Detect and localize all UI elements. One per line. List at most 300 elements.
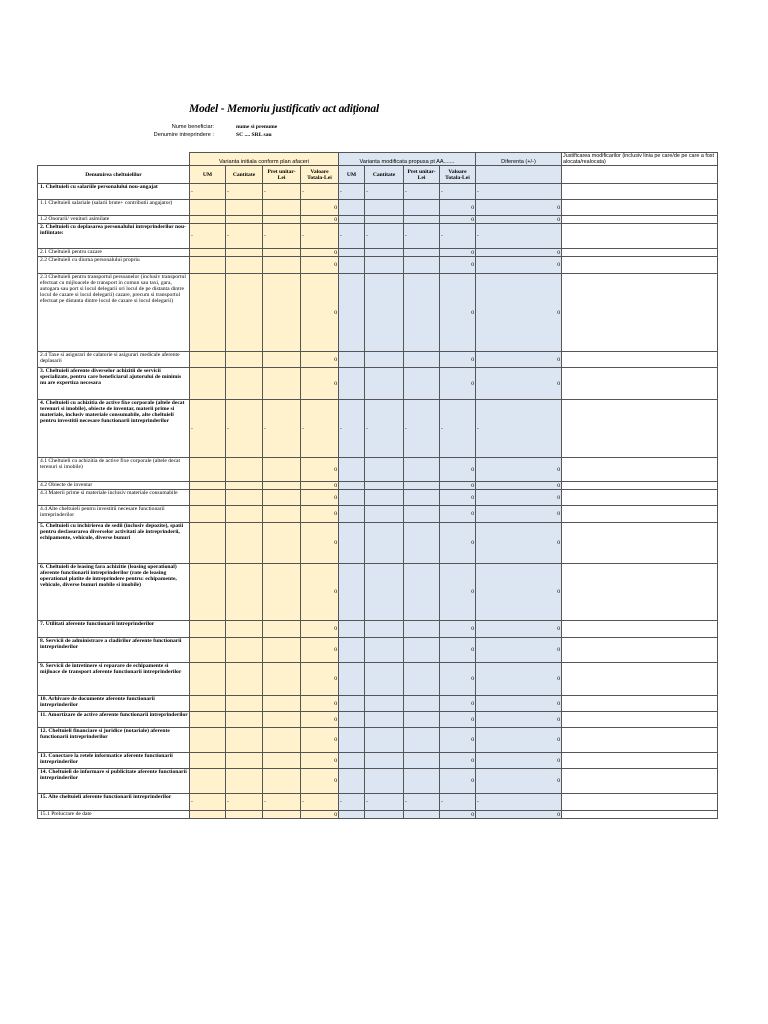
- initial-qty-cell: [226, 274, 263, 352]
- budget-table: [37, 152, 718, 819]
- justification-cell: [562, 728, 718, 753]
- difference-cell: 0: [476, 638, 562, 663]
- difference-cell: 0: [476, 257, 562, 274]
- modified-dash-cell: -: [440, 400, 476, 458]
- initial-price-cell: [263, 663, 301, 696]
- modified-total-cell: 0: [440, 811, 476, 819]
- blank-header-cell: [38, 153, 190, 166]
- expense-name-cell: 1. Cheltuieli cu salariile personalului nou-angajat: [38, 184, 190, 200]
- initial-total-cell: 0: [301, 564, 339, 621]
- difference-cell: 0: [476, 249, 562, 257]
- initial-dash-cell: -: [301, 184, 339, 200]
- modified-price-cell: [404, 621, 440, 638]
- difference-cell: 0: [476, 274, 562, 352]
- col-um-header: UM: [190, 166, 226, 184]
- modified-total-cell: 0: [440, 257, 476, 274]
- justification-cell: [562, 638, 718, 663]
- modified-dash-cell: -: [365, 400, 404, 458]
- expense-name-cell: 1.1 Cheltuieli salariale (salarii brute+ contributii angajator): [38, 200, 190, 216]
- table-row: [38, 769, 718, 794]
- initial-qty-cell: [226, 621, 263, 638]
- difference-header: Diferenta (+/-): [476, 153, 562, 166]
- group-header-row: [38, 153, 718, 166]
- difference-dash-cell: -: [476, 794, 562, 811]
- difference-cell: 0: [476, 216, 562, 224]
- initial-dash-cell: -: [190, 184, 226, 200]
- difference-cell: 0: [476, 352, 562, 368]
- modified-total-cell: 0: [440, 368, 476, 400]
- table-row: [38, 506, 718, 523]
- difference-cell: 0: [476, 523, 562, 564]
- modified-price-cell: [404, 368, 440, 400]
- initial-um-cell: [190, 482, 226, 490]
- initial-price-cell: [263, 506, 301, 523]
- justification-cell: [562, 712, 718, 728]
- modified-total-cell: 0: [440, 712, 476, 728]
- modified-dash-cell: -: [404, 184, 440, 200]
- modified-qty-cell: [365, 458, 404, 482]
- justification-cell: [562, 769, 718, 794]
- initial-total-cell: 0: [301, 257, 339, 274]
- modified-dash-cell: -: [339, 400, 365, 458]
- initial-um-cell: [190, 621, 226, 638]
- modified-dash-cell: -: [404, 400, 440, 458]
- modified-total-cell: 0: [440, 490, 476, 506]
- document-title: Model - Memoriu justificativ act adițional: [189, 103, 379, 115]
- initial-qty-cell: [226, 753, 263, 769]
- initial-price-cell: [263, 811, 301, 819]
- justification-cell: [562, 482, 718, 490]
- initial-price-cell: [263, 200, 301, 216]
- initial-price-cell: [263, 696, 301, 712]
- initial-um-cell: [190, 458, 226, 482]
- modified-um-cell: [339, 712, 365, 728]
- initial-price-cell: [263, 753, 301, 769]
- expense-name-cell: 2.1 Cheltuieli pentru cazare: [38, 249, 190, 257]
- initial-variant-header: Varianta initiala conform plan afaceri: [190, 153, 339, 166]
- initial-total-cell: 0: [301, 811, 339, 819]
- initial-qty-cell: [226, 769, 263, 794]
- initial-dash-cell: -: [301, 224, 339, 249]
- initial-total-cell: 0: [301, 663, 339, 696]
- initial-total-cell: 0: [301, 523, 339, 564]
- modified-total-cell: 0: [440, 458, 476, 482]
- initial-price-cell: [263, 490, 301, 506]
- initial-dash-cell: -: [263, 794, 301, 811]
- modified-price-cell: [404, 564, 440, 621]
- initial-price-cell: [263, 257, 301, 274]
- difference-cell: 0: [476, 811, 562, 819]
- initial-price-cell: [263, 638, 301, 663]
- initial-total-cell: 0: [301, 200, 339, 216]
- company-label: Denumire intreprindere :: [153, 132, 214, 138]
- expense-name-cell: 2.3 Cheltuieli pentru transportul persoanelor (inclusiv transportul efectuat cu mijloacele de transport in comun sau taxi, gara, autogara sau port si locul delegarii ori locul de pe distanta dintre locul de cazare si locul delegarii) cazare, precum si transportul efectuat pe distanta dintre locul de cazare si locul delegarii): [38, 274, 190, 352]
- modified-dash-cell: -: [365, 224, 404, 249]
- modified-um-cell: [339, 523, 365, 564]
- modified-um-cell: [339, 257, 365, 274]
- initial-um-cell: [190, 811, 226, 819]
- modified-total-cell: 0: [440, 274, 476, 352]
- modified-um-cell: [339, 482, 365, 490]
- table-row: [38, 257, 718, 274]
- initial-qty-cell: [226, 728, 263, 753]
- initial-total-cell: 0: [301, 490, 339, 506]
- modified-dash-cell: -: [339, 184, 365, 200]
- initial-qty-cell: [226, 482, 263, 490]
- initial-um-cell: [190, 506, 226, 523]
- initial-dash-cell: -: [301, 400, 339, 458]
- justification-cell: [562, 811, 718, 819]
- initial-qty-cell: [226, 663, 263, 696]
- table-row: [38, 458, 718, 482]
- initial-total-cell: 0: [301, 274, 339, 352]
- initial-um-cell: [190, 257, 226, 274]
- difference-dash-cell: -: [476, 184, 562, 200]
- difference-cell: 0: [476, 368, 562, 400]
- modified-um-cell: [339, 249, 365, 257]
- initial-um-cell: [190, 523, 226, 564]
- justification-cell: [562, 257, 718, 274]
- expense-name-cell: 4.4 Alte cheltuieli pentru investitii necesare functionarii intreprinderilor: [38, 506, 190, 523]
- modified-qty-cell: [365, 621, 404, 638]
- modified-qty-cell: [365, 200, 404, 216]
- initial-dash-cell: -: [226, 184, 263, 200]
- initial-um-cell: [190, 753, 226, 769]
- modified-dash-cell: -: [440, 224, 476, 249]
- table-row: [38, 200, 718, 216]
- company-info: [0, 132, 768, 140]
- modified-price-cell: [404, 769, 440, 794]
- difference-cell: 0: [476, 458, 562, 482]
- modified-um-cell: [339, 621, 365, 638]
- modified-total-cell: 0: [440, 728, 476, 753]
- beneficiary-value: nume si prenume: [236, 124, 278, 130]
- initial-dash-cell: -: [226, 224, 263, 249]
- col-justification-header: [562, 166, 718, 184]
- modified-um-cell: [339, 696, 365, 712]
- initial-price-cell: [263, 769, 301, 794]
- initial-qty-cell: [226, 257, 263, 274]
- modified-qty-cell: [365, 638, 404, 663]
- modified-price-cell: [404, 638, 440, 663]
- difference-cell: 0: [476, 696, 562, 712]
- initial-um-cell: [190, 216, 226, 224]
- justification-cell: [562, 490, 718, 506]
- initial-price-cell: [263, 274, 301, 352]
- initial-qty-cell: [226, 490, 263, 506]
- initial-price-cell: [263, 352, 301, 368]
- justification-cell: [562, 274, 718, 352]
- col-diff-header: [476, 166, 562, 184]
- modified-um-cell: [339, 811, 365, 819]
- table-row: [38, 638, 718, 663]
- initial-dash-cell: -: [190, 224, 226, 249]
- modified-price-cell: [404, 728, 440, 753]
- initial-qty-cell: [226, 523, 263, 564]
- table-row: [38, 811, 718, 819]
- expense-name-cell: 4. Cheltuieli cu achizitia de active fixe corporale (altele decat terenuri si imobile), obiecte de inventar, materii prime si materiale, inclusiv materiale consumabile, alte cheltuieli pentru investitii necesare functionarii intreprinderilor: [38, 400, 190, 458]
- initial-total-cell: 0: [301, 506, 339, 523]
- justification-cell: [562, 184, 718, 200]
- table-row: [38, 753, 718, 769]
- initial-price-cell: [263, 728, 301, 753]
- table-row: [38, 184, 718, 200]
- col-total-header: Valoare Totala-Lei: [301, 166, 339, 184]
- modified-um-cell: [339, 506, 365, 523]
- initial-um-cell: [190, 200, 226, 216]
- justification-cell: [562, 249, 718, 257]
- expense-name-cell: 15. Alte cheltuieli aferente functionarii intreprinderilor: [38, 794, 190, 811]
- modified-qty-cell: [365, 523, 404, 564]
- initial-qty-cell: [226, 249, 263, 257]
- justification-cell: [562, 352, 718, 368]
- col-price-mod-header: Pret unitar-Lei: [404, 166, 440, 184]
- modified-price-cell: [404, 482, 440, 490]
- modified-qty-cell: [365, 769, 404, 794]
- initial-qty-cell: [226, 712, 263, 728]
- difference-dash-cell: -: [476, 400, 562, 458]
- modified-total-cell: 0: [440, 621, 476, 638]
- expense-name-cell: 2.2 Cheltuieli cu diurna personalului propriu: [38, 257, 190, 274]
- modified-variant-header: Varianta modificata propusa pt AA.......: [339, 153, 476, 166]
- initial-qty-cell: [226, 216, 263, 224]
- modified-price-cell: [404, 712, 440, 728]
- table-row: [38, 482, 718, 490]
- justification-cell: [562, 696, 718, 712]
- modified-qty-cell: [365, 216, 404, 224]
- modified-qty-cell: [365, 753, 404, 769]
- table-row: [38, 400, 718, 458]
- difference-cell: 0: [476, 621, 562, 638]
- modified-total-cell: 0: [440, 753, 476, 769]
- initial-um-cell: [190, 368, 226, 400]
- table-row: [38, 621, 718, 638]
- modified-total-cell: 0: [440, 638, 476, 663]
- initial-total-cell: 0: [301, 216, 339, 224]
- expense-name-cell: 13. Conectare la retele informatice aferente functionarii intreprinderilor: [38, 753, 190, 769]
- difference-dash-cell: -: [476, 224, 562, 249]
- initial-um-cell: [190, 728, 226, 753]
- difference-cell: 0: [476, 490, 562, 506]
- justification-cell: [562, 564, 718, 621]
- modified-dash-cell: -: [339, 224, 365, 249]
- table-row: [38, 728, 718, 753]
- difference-cell: 0: [476, 482, 562, 490]
- initial-dash-cell: -: [301, 794, 339, 811]
- justification-cell: [562, 200, 718, 216]
- table-row: [38, 352, 718, 368]
- justification-cell: [562, 753, 718, 769]
- expense-name-cell: 9. Servicii de intretinere si reparare de echipamente si mijloace de transport aferente functionarii intreprinderilor: [38, 663, 190, 696]
- modified-qty-cell: [365, 368, 404, 400]
- modified-qty-cell: [365, 696, 404, 712]
- table-row: [38, 663, 718, 696]
- col-total-mod-header: Valoare Totala-Lei: [440, 166, 476, 184]
- modified-price-cell: [404, 249, 440, 257]
- expense-name-cell: 1.2 Onorarii/ venituri asimilate: [38, 216, 190, 224]
- initial-um-cell: [190, 663, 226, 696]
- modified-total-cell: 0: [440, 506, 476, 523]
- difference-cell: 0: [476, 769, 562, 794]
- initial-dash-cell: -: [226, 794, 263, 811]
- modified-dash-cell: -: [404, 224, 440, 249]
- modified-um-cell: [339, 663, 365, 696]
- justification-header: Justificarea modificarilor (inclusiv linia pe care/de pe care a fost alocata/realocata): [562, 153, 718, 166]
- modified-qty-cell: [365, 712, 404, 728]
- modified-um-cell: [339, 564, 365, 621]
- modified-um-cell: [339, 728, 365, 753]
- expense-name-cell: 2.4 Taxe si asigurari de calatorie si asigurari medicale aferente deplasarii: [38, 352, 190, 368]
- col-name-header: Denumirea cheltuielilor: [38, 166, 190, 184]
- company-value: SC .... SRL sau: [236, 132, 272, 138]
- modified-um-cell: [339, 769, 365, 794]
- initial-um-cell: [190, 274, 226, 352]
- modified-price-cell: [404, 274, 440, 352]
- initial-total-cell: 0: [301, 638, 339, 663]
- table-row: [38, 564, 718, 621]
- table-row: [38, 490, 718, 506]
- expense-name-cell: 11. Amortizare de active aferente functionarii intreprinderilor: [38, 712, 190, 728]
- table-row: [38, 224, 718, 249]
- modified-price-cell: [404, 753, 440, 769]
- difference-cell: 0: [476, 728, 562, 753]
- initial-total-cell: 0: [301, 769, 339, 794]
- initial-total-cell: 0: [301, 249, 339, 257]
- modified-qty-cell: [365, 257, 404, 274]
- beneficiary-info: [0, 124, 768, 132]
- table-row: [38, 712, 718, 728]
- table-row: [38, 368, 718, 400]
- justification-cell: [562, 621, 718, 638]
- expense-name-cell: 8. Servicii de administrare a cladirilor aferente functionarii intreprinderilor: [38, 638, 190, 663]
- initial-price-cell: [263, 249, 301, 257]
- justification-cell: [562, 224, 718, 249]
- col-qty-mod-header: Cantitate: [365, 166, 404, 184]
- difference-cell: 0: [476, 753, 562, 769]
- initial-total-cell: 0: [301, 712, 339, 728]
- justification-cell: [562, 794, 718, 811]
- initial-total-cell: 0: [301, 621, 339, 638]
- initial-price-cell: [263, 564, 301, 621]
- modified-total-cell: 0: [440, 352, 476, 368]
- modified-price-cell: [404, 458, 440, 482]
- modified-um-cell: [339, 216, 365, 224]
- initial-price-cell: [263, 712, 301, 728]
- initial-qty-cell: [226, 352, 263, 368]
- modified-dash-cell: -: [339, 794, 365, 811]
- modified-qty-cell: [365, 811, 404, 819]
- modified-total-cell: 0: [440, 696, 476, 712]
- modified-qty-cell: [365, 249, 404, 257]
- table-row: [38, 274, 718, 352]
- initial-price-cell: [263, 621, 301, 638]
- expense-name-cell: 14. Cheltuieli de informare si publicitate aferente functionarii intreprinderilor: [38, 769, 190, 794]
- initial-price-cell: [263, 458, 301, 482]
- initial-dash-cell: -: [226, 400, 263, 458]
- modified-price-cell: [404, 490, 440, 506]
- modified-dash-cell: -: [440, 184, 476, 200]
- initial-um-cell: [190, 352, 226, 368]
- initial-qty-cell: [226, 564, 263, 621]
- modified-price-cell: [404, 811, 440, 819]
- modified-dash-cell: -: [365, 794, 404, 811]
- modified-price-cell: [404, 352, 440, 368]
- initial-total-cell: 0: [301, 352, 339, 368]
- initial-dash-cell: -: [263, 400, 301, 458]
- initial-um-cell: [190, 564, 226, 621]
- modified-total-cell: 0: [440, 523, 476, 564]
- expense-name-cell: 5. Cheltuieli cu inchirierea de sedii (inclusiv depozite), spatii pentru desfasurarea diverselor activitati ale intreprinderii, echipamente, vehicule, diverse bunuri: [38, 523, 190, 564]
- table-row: [38, 696, 718, 712]
- initial-total-cell: 0: [301, 482, 339, 490]
- modified-um-cell: [339, 368, 365, 400]
- initial-total-cell: 0: [301, 368, 339, 400]
- expense-name-cell: 2. Cheltuieli cu deplasarea personalului intreprinderilor nou-infiintate:: [38, 224, 190, 249]
- justification-cell: [562, 400, 718, 458]
- modified-price-cell: [404, 523, 440, 564]
- modified-qty-cell: [365, 274, 404, 352]
- modified-total-cell: 0: [440, 769, 476, 794]
- modified-price-cell: [404, 216, 440, 224]
- modified-qty-cell: [365, 482, 404, 490]
- expense-name-cell: 3. Cheltuieli aferente diverselor achizitii de servicii specializate, pentru care beneficiarul ajutorului de minimis nu are expertiza necesara: [38, 368, 190, 400]
- modified-qty-cell: [365, 728, 404, 753]
- initial-dash-cell: -: [190, 400, 226, 458]
- initial-um-cell: [190, 769, 226, 794]
- table-row: [38, 216, 718, 224]
- initial-um-cell: [190, 712, 226, 728]
- justification-cell: [562, 663, 718, 696]
- justification-cell: [562, 458, 718, 482]
- modified-qty-cell: [365, 564, 404, 621]
- beneficiary-label: Nume beneficiar:: [171, 124, 214, 130]
- expense-name-cell: 4.2 Obiecte de inventar: [38, 482, 190, 490]
- initial-um-cell: [190, 249, 226, 257]
- table-row: [38, 523, 718, 564]
- difference-cell: 0: [476, 564, 562, 621]
- modified-price-cell: [404, 257, 440, 274]
- modified-um-cell: [339, 490, 365, 506]
- initial-qty-cell: [226, 696, 263, 712]
- modified-price-cell: [404, 200, 440, 216]
- initial-um-cell: [190, 490, 226, 506]
- modified-total-cell: 0: [440, 663, 476, 696]
- column-header-row: [38, 166, 718, 184]
- initial-qty-cell: [226, 200, 263, 216]
- initial-price-cell: [263, 482, 301, 490]
- initial-price-cell: [263, 216, 301, 224]
- modified-qty-cell: [365, 352, 404, 368]
- justification-cell: [562, 506, 718, 523]
- col-um-mod-header: UM: [339, 166, 365, 184]
- modified-price-cell: [404, 506, 440, 523]
- modified-total-cell: 0: [440, 564, 476, 621]
- initial-total-cell: 0: [301, 696, 339, 712]
- justification-cell: [562, 523, 718, 564]
- table-row: [38, 249, 718, 257]
- initial-total-cell: 0: [301, 728, 339, 753]
- modified-total-cell: 0: [440, 249, 476, 257]
- difference-cell: 0: [476, 663, 562, 696]
- modified-total-cell: 0: [440, 216, 476, 224]
- table-row: [38, 794, 718, 811]
- expense-name-cell: 15.1 Prelucrare de date: [38, 811, 190, 819]
- difference-cell: 0: [476, 506, 562, 523]
- expense-name-cell: 12. Cheltuieli financiare si juridice (notariale) aferente functionarii intreprinderilor: [38, 728, 190, 753]
- modified-um-cell: [339, 638, 365, 663]
- expense-name-cell: 4.1 Cheltuieli cu achizitia de active fixe corporale (altele decat terenuri si imobile): [38, 458, 190, 482]
- initial-price-cell: [263, 523, 301, 564]
